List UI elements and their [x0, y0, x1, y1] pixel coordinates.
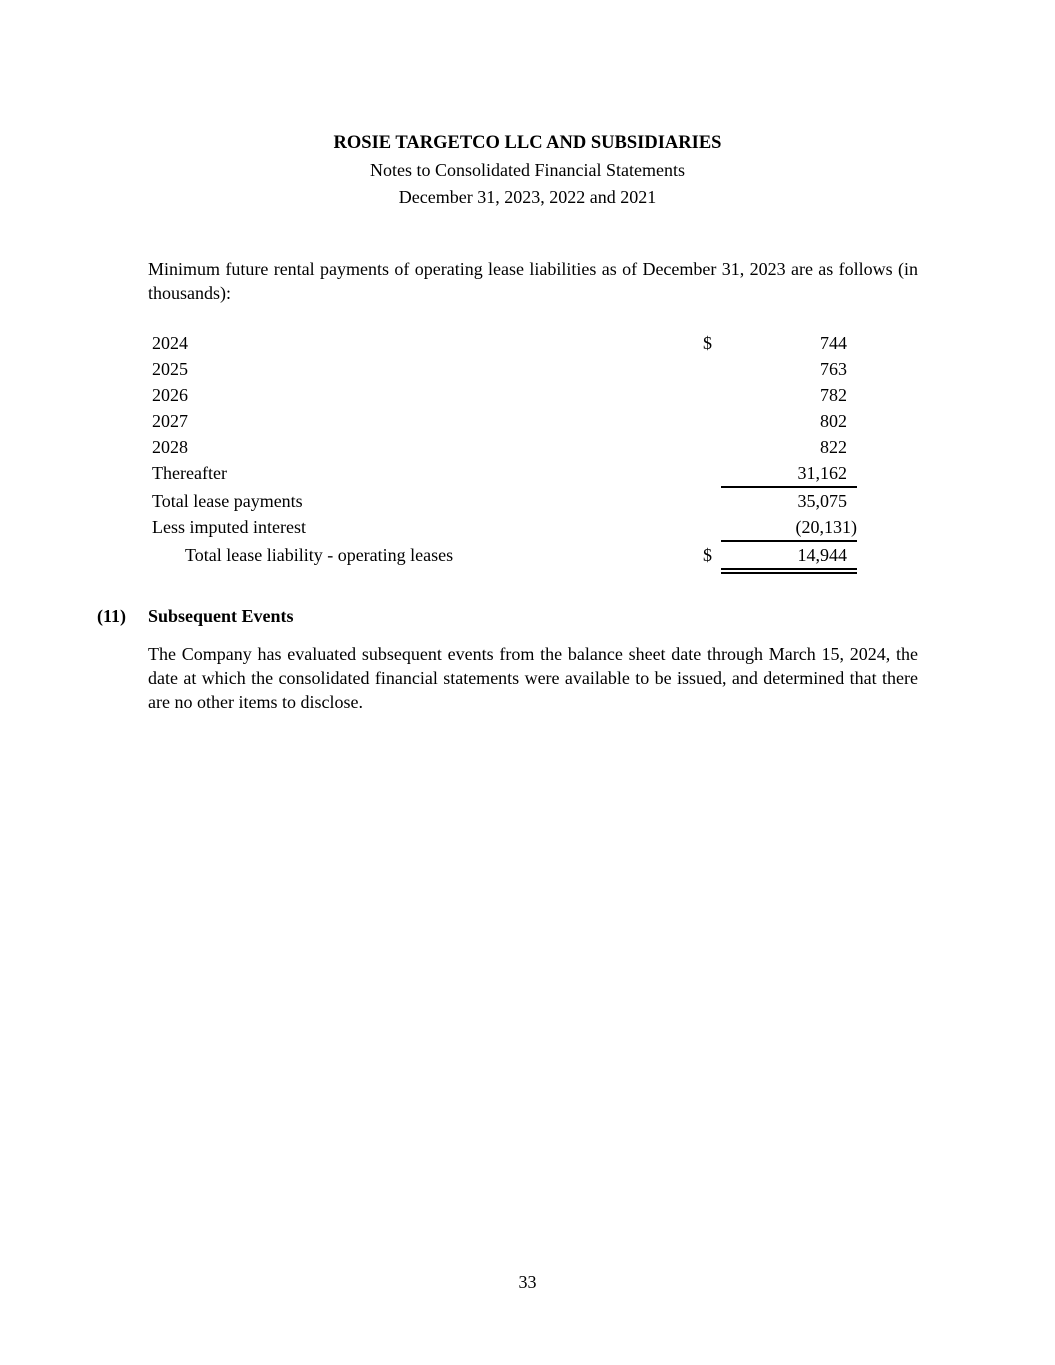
- row-label: 2024: [152, 333, 188, 353]
- row-value: 35,075: [797, 491, 847, 511]
- notes-subtitle: Notes to Consolidated Financial Statements: [370, 160, 685, 180]
- intro-paragraph: Minimum future rental payments of operating lease liabilities as of December 31, 2023 are as follows (in thousands):: [148, 259, 918, 303]
- row-label: 2027: [152, 411, 188, 431]
- table-row: [152, 408, 857, 434]
- row-label: Thereafter: [152, 463, 227, 483]
- table-row: [152, 330, 857, 356]
- table-row: [152, 382, 857, 408]
- row-label: Total lease payments: [152, 491, 303, 511]
- row-value: 31,162: [721, 460, 857, 487]
- table-row: [152, 434, 857, 460]
- currency-symbol: [703, 487, 721, 514]
- table-row: [152, 356, 857, 382]
- table-row: [152, 487, 857, 514]
- row-label: Less imputed interest: [152, 517, 306, 537]
- currency-symbol: [703, 408, 721, 434]
- row-label: 2028: [152, 437, 188, 457]
- table-row: [152, 460, 857, 487]
- table-row: [152, 541, 857, 571]
- currency-symbol: [703, 514, 721, 541]
- lease-payments-table: [152, 330, 857, 574]
- row-value: 782: [820, 385, 847, 405]
- row-value: 822: [820, 437, 847, 457]
- row-label: 2025: [152, 359, 188, 379]
- currency-symbol: [703, 434, 721, 460]
- section-number: (11): [97, 606, 126, 626]
- row-label: 2026: [152, 385, 188, 405]
- document-header: [0, 0, 1055, 211]
- row-value: 763: [820, 359, 847, 379]
- currency-symbol: $: [703, 545, 712, 565]
- row-value: 802: [820, 411, 847, 431]
- currency-symbol: [703, 460, 721, 487]
- row-value: (20,131): [721, 514, 857, 541]
- row-value: 744: [820, 333, 847, 353]
- row-label: Total lease liability - operating leases: [185, 545, 454, 565]
- company-name: ROSIE TARGETCO LLC AND SUBSIDIARIES: [333, 133, 722, 153]
- section-heading: [97, 606, 1055, 627]
- section-title: Subsequent Events: [148, 606, 294, 626]
- page-number: 33: [518, 1272, 537, 1292]
- table-row: [152, 514, 857, 541]
- currency-symbol: [703, 356, 721, 382]
- currency-symbol: [703, 382, 721, 408]
- currency-symbol: $: [703, 333, 712, 353]
- section-body: The Company has evaluated subsequent events from the balance sheet date through March 15, 2024, the date at which the consolidated financial statements were available to be issued, and determined that there are no other items to disclose.: [148, 644, 918, 712]
- row-value: 14,944: [721, 541, 857, 571]
- date-line: December 31, 2023, 2022 and 2021: [398, 187, 657, 207]
